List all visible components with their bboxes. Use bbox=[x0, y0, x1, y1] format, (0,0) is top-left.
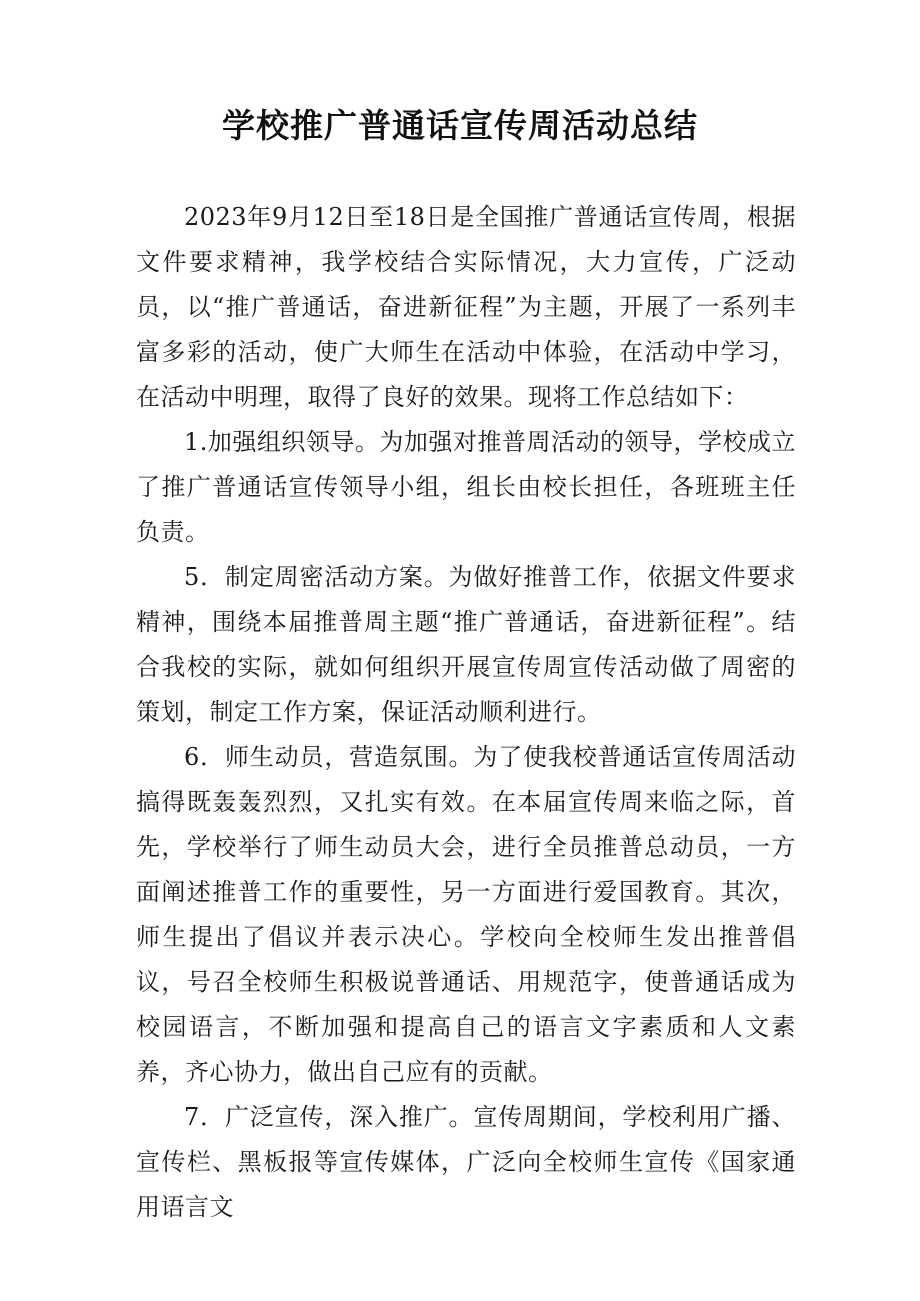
paragraph-item-5: 5．制定周密活动方案。为做好推普工作，依据文件要求精神，围绕本届推普周主题“推广普通话，奋进新征程”。结合我校的实际，就如何组织开展宣传周宣传活动做了周密的策划，制定工作方案，保证活动顺利进行。 bbox=[136, 563, 796, 726]
paragraph-item-6: 6．师生动员，营造氛围。为了使我校普通话宣传周活动搞得既轰轰烈烈，又扎实有效。在本届宣传周来临之际，首先，学校举行了师生动员大会，进行全员推普总动员，一方面阐述推普工作的重要性，另一方面进行爱国教育。其次，师生提出了倡议并表示决心。学校向全校师生发出推普倡议，号召全校师生积极说普通话、用规范字，使普通话成为校园语言，不断加强和提高自己的语言文字素质和人文素养，齐心协力，做出自己应有的贡献。 bbox=[136, 743, 796, 1086]
document-body bbox=[136, 195, 796, 1230]
paragraph-intro: 2023年9月12日至18日是全国推广普通话宣传周，根据文件要求精神，我学校结合实际情况，大力宣传，广泛动员，以“推广普通话，奋进新征程”为主题，开展了一系列丰富多彩的活动，使广大师生在活动中体验，在活动中学习，在活动中明理，取得了良好的效果。现将工作总结如下： bbox=[136, 203, 796, 411]
paragraph-item-1: 1.加强组织领导。为加强对推普周活动的领导，学校成立了推广普通话宣传领导小组，组长由校长担任，各班班主任负责。 bbox=[136, 428, 796, 546]
document-title: 学校推广普通话宣传周活动总结 bbox=[222, 106, 698, 145]
paragraph-item-7: 7．广泛宣传，深入推广。宣传周期间，学校利用广播、宣传栏、黑板报等宣传媒体，广泛向全校师生宣传《国家通用语言文 bbox=[136, 1103, 796, 1221]
